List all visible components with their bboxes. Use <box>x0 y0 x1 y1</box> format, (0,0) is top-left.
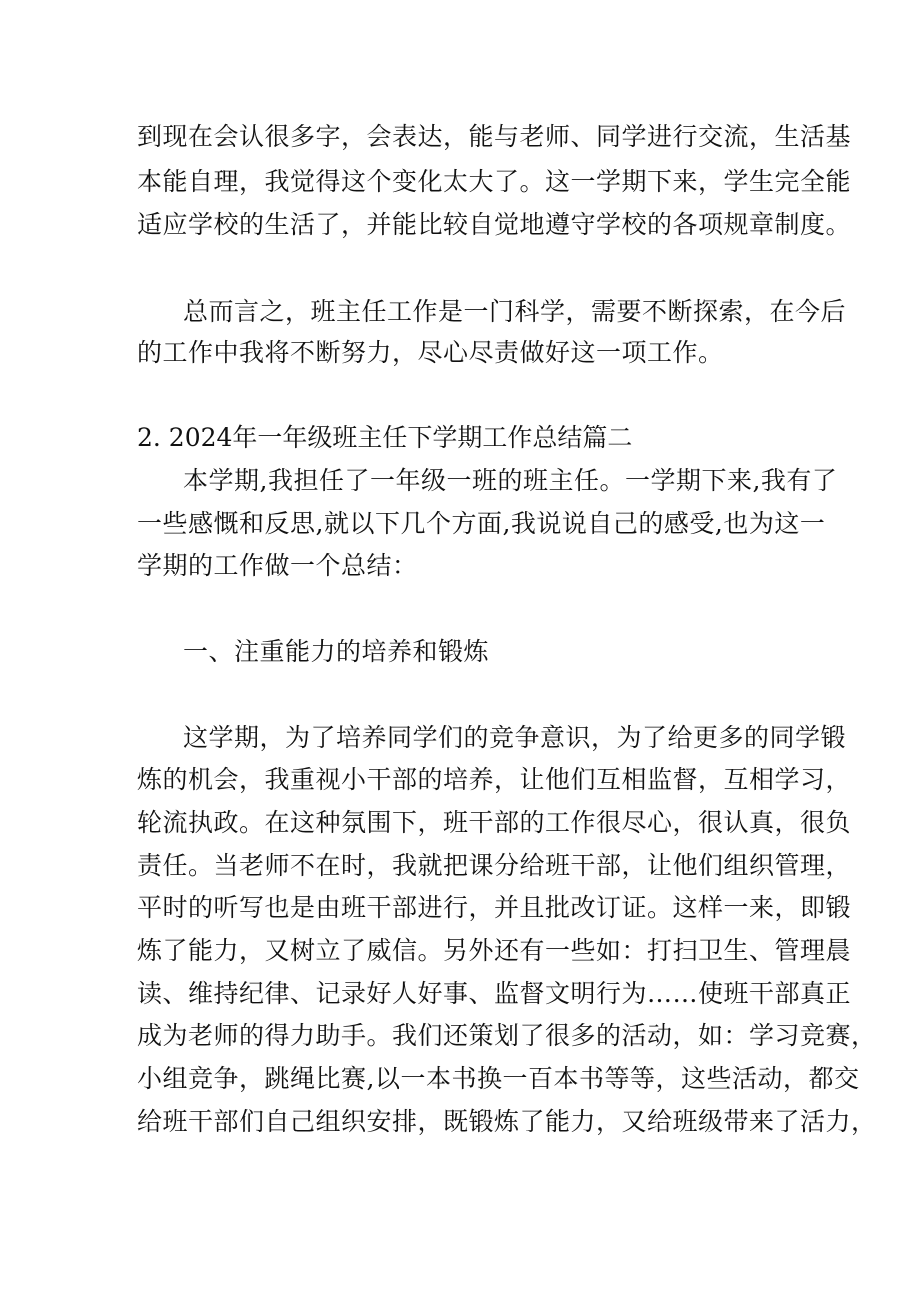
paragraph-4-line-3: 轮流执政。在这种氛围下，班干部的工作很尽心，很认真，很负 <box>137 808 852 837</box>
paragraph-3-line-1: 本学期,我担任了一年级一班的班主任。一学期下来,我有了 <box>183 466 838 495</box>
paragraph-1-line-1: 到现在会认很多字，会表达，能与老师、同学进行交流，生活基 <box>137 122 852 151</box>
paragraph-2-line-2: 的工作中我将不断努力，尽心尽责做好这一项工作。 <box>137 338 724 367</box>
paragraph-4-line-4: 责任。当老师不在时，我就把课分给班干部，让他们组织管理， <box>137 851 852 880</box>
paragraph-4-line-5: 平时的听写也是由班干部进行，并且批改订证。这样一来，即锻 <box>137 893 852 922</box>
paragraph-2-line-1: 总而言之，班主任工作是一门科学，需要不断探索，在今后 <box>183 297 847 326</box>
subheading: 一、注重能力的培养和锻炼 <box>183 637 490 666</box>
paragraph-4-line-6: 炼了能力，又树立了威信。另外还有一些如：打扫卫生、管理晨 <box>137 936 852 965</box>
paragraph-3-line-3: 学期的工作做一个总结： <box>137 551 418 580</box>
paragraph-4-line-10: 给班干部们自己组织安排，既锻炼了能力，又给班级带来了活力， <box>137 1107 877 1136</box>
paragraph-4-line-1: 这学期，为了培养同学们的竞争意识，为了给更多的同学锻 <box>183 723 847 752</box>
paragraph-4-line-2: 炼的机会，我重视小干部的培养，让他们互相监督，互相学习， <box>137 765 852 794</box>
paragraph-1-line-3: 适应学校的生活了，并能比较自觉地遵守学校的各项规章制度。 <box>137 210 852 239</box>
paragraph-1-line-2: 本能自理，我觉得这个变化太大了。这一学期下来，学生完全能 <box>137 167 852 196</box>
paragraph-4-line-7: 读、维持纪律、记录好人好事、监督文明行为……使班干部真正 <box>137 979 852 1008</box>
paragraph-3-line-2: 一些感慨和反思,就以下几个方面,我说说自己的感受,也为这一 <box>137 509 826 538</box>
section-title: 2. 2024年一年级班主任下学期工作总结篇二 <box>137 423 633 452</box>
paragraph-4-line-8: 成为老师的得力助手。我们还策划了很多的活动，如：学习竞赛， <box>137 1021 877 1050</box>
paragraph-4-line-9: 小组竞争，跳绳比赛,以一本书换一百本书等等，这些活动，都交 <box>137 1064 860 1093</box>
